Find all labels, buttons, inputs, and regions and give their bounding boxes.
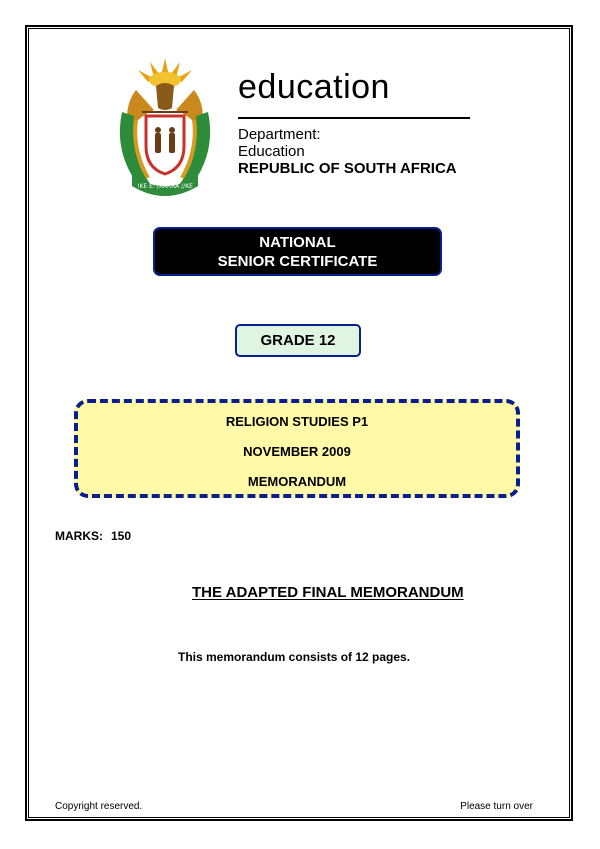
grade-label: GRADE 12 [260, 332, 336, 349]
exam-session: NOVEMBER 2009 [243, 444, 351, 459]
document-type: MEMORANDUM [247, 474, 347, 489]
crest-motto: !KE E: /XARRA //KE [137, 183, 193, 190]
footer-copyright: Copyright reserved. [55, 801, 143, 812]
logo-department-label: Department: [238, 126, 321, 143]
coat-of-arms-icon [106, 50, 224, 200]
logo-wordmark: education [238, 68, 390, 106]
certificate-line-1: NATIONAL [259, 233, 336, 251]
marks-label: MARKS: [55, 529, 103, 543]
logo-department-name: Education [238, 143, 305, 160]
memorandum-heading: THE ADAPTED FINAL MEMORANDUM [192, 584, 464, 601]
footer-turn-over: Please turn over [460, 801, 533, 812]
marks-value: 150 [111, 529, 132, 543]
subject-name: RELIGION STUDIES P1 [225, 414, 369, 429]
certificate-line-2: SENIOR CERTIFICATE [217, 252, 378, 270]
grade-badge [235, 324, 361, 357]
subject-panel [74, 399, 520, 498]
certificate-banner [153, 227, 442, 276]
marks-line [55, 529, 131, 543]
page-count-note: This memorandum consists of 12 pages. [178, 650, 411, 664]
logo-divider [238, 117, 470, 119]
logo-country: REPUBLIC OF SOUTH AFRICA [238, 160, 457, 177]
